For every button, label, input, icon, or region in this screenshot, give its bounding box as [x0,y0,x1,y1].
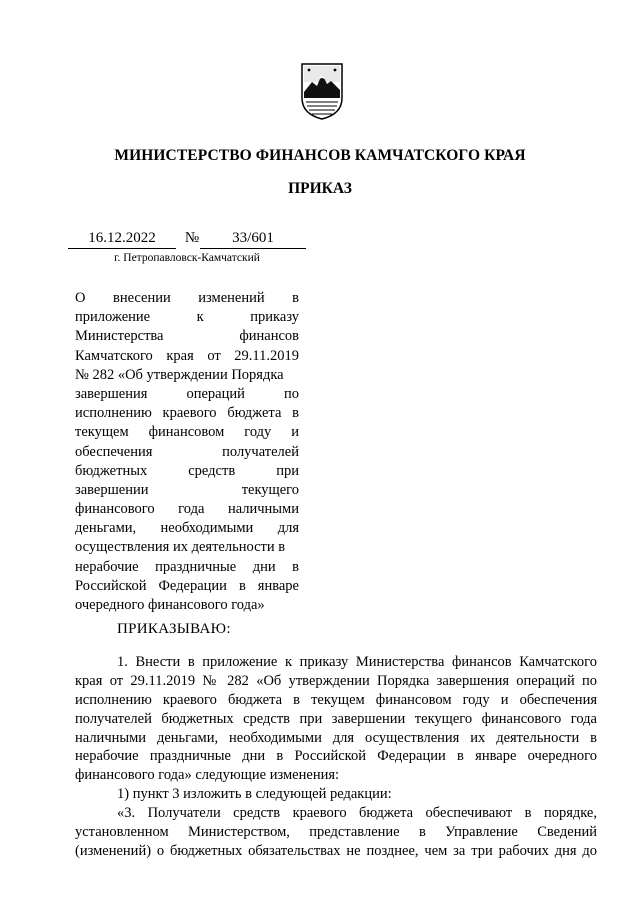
subject-line: Министерства финансов [75,328,299,345]
subject-line: нерабочие праздничные дни в [75,558,299,575]
city: г. Петропавловск-Камчатский [114,252,260,264]
body-line: 1) пункт 3 изложить в следующей редакции: [117,786,392,803]
subject-line: финансового года наличными [75,501,299,518]
document-type: ПРИКАЗ [288,180,352,197]
subject-line: деньгами, необходимыми для [75,520,299,537]
subject-line: очередного финансового года» [75,597,265,613]
subject-line: завершении текущего [75,481,299,498]
ministry-title: МИНИСТЕРСТВО ФИНАНСОВ КАМЧАТСКОГО КРАЯ [114,147,526,164]
subject-line: бюджетных средств при [75,462,299,479]
number-sign: № [184,230,200,246]
subject-line: исполнению краевого бюджета в [75,405,299,422]
body-line: исполнению краевого бюджета в текущем финансовом году и обеспечения [75,691,597,708]
document-number: 33/601 [200,229,306,249]
subject-line: приложение к приказу [75,309,299,326]
body-line: нерабочие праздничные дни в Российской Федерации в январе очередного [75,748,597,765]
body-line: (изменений) о бюджетных обязательствах не позднее, чем за три рабочих дня до [75,842,597,859]
body-line: края от 29.11.2019 № 282 «Об утверждении Порядка завершения операций по [75,672,597,689]
document-date: 16.12.2022 [68,229,176,249]
body-line: 1. Внести в приложение к приказу Министерства финансов Камчатского [117,654,597,670]
body-line: «3. Получатели средств краевого бюджета обеспечивают в порядке, [117,805,597,822]
subject-line: текущем финансовом году и [75,424,299,441]
body-line: финансового года» следующие изменения: [75,767,340,784]
body-line: наличными деньгами, необходимыми для осуществления их деятельности в [75,729,597,746]
decree-word: ПРИКАЗЫВАЮ: [117,621,231,637]
subject-line: О внесении изменений в [75,290,299,306]
body-line: установленном Министерством, представление в Управление Сведений [75,824,597,841]
kamchatka-emblem-icon [300,62,344,120]
subject-line: Российской Федерации в январе [75,577,299,594]
subject-line: завершения операций по [75,385,299,402]
body-text [75,653,597,861]
subject-line: № 282 «Об утверждении Порядка [75,366,284,383]
subject-line: обеспечения получателей [75,443,299,460]
subject-block [75,289,299,615]
body-line: получателей бюджетных средств при завершении текущего финансового года [75,710,597,727]
date-number-row [68,229,306,249]
subject-line: осуществления их деятельности в [75,539,286,556]
subject-line: Камчатского края от 29.11.2019 [75,347,299,364]
